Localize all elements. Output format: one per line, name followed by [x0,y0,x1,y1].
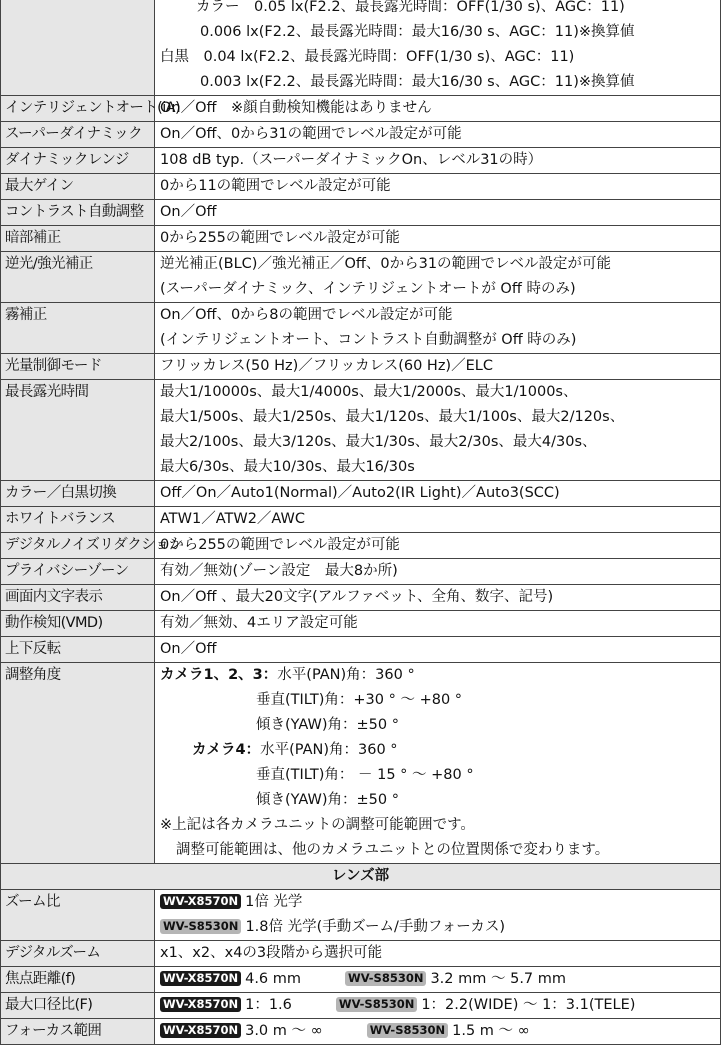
zoom-x-value: 1倍 光学 [245,894,303,910]
angle-line [160,738,720,763]
focus-x-value: 3.0 m ～ ∞ [245,1023,323,1039]
camera-123-label: カメラ1、2、3： [160,667,278,683]
row-label: ダイナミックレンジ [1,148,155,174]
row-value: On／Off 、最大20文字(アルファベット、全角、数字、記号) [155,585,721,611]
angle-yaw-2: 傾き(YAW)角：±50 ° [256,792,399,808]
row-value: 有効／無効(ゾーン設定 最大8か所) [155,559,721,585]
row-flip [1,637,721,663]
value-line: 逆光補正(BLC)／強光補正／Off、0から31の範囲でレベル設定が可能 [160,256,612,272]
zoom-s-value: 1.8倍 光学(手動ズーム/手動フォーカス) [245,919,506,935]
row-focus-range [1,1019,721,1045]
camera-4-label: カメラ4： [192,742,261,758]
row-white-balance [1,507,721,533]
angle-pan-2: 水平(PAN)角：360 ° [260,742,398,758]
row-super-dynamic [1,122,721,148]
row-label: カラー／白黒切換 [1,481,155,507]
row-label: 霧補正 [1,303,155,354]
model-badge-x8570n: WV-X8570N [160,997,241,1012]
zoom-s-line [160,915,720,940]
row-aperture [1,993,721,1019]
row-label: 調整角度 [1,663,155,864]
angle-note-1: ※上記は各カメラユニットの調整可能範囲です。 [160,817,475,833]
row-label: インテリジェントオート(iA) [1,96,155,122]
model-badge-s8530n: WV-S8530N [336,997,417,1012]
row-label: 最大ゲイン [1,174,155,200]
model-badge-s8530n: WV-S8530N [345,971,426,986]
row-value: x1、x2、x4の3段階から選択可能 [155,941,721,967]
focal-x-value: 4.6 mm [245,971,302,987]
row-label: ズーム比 [1,890,155,941]
row-value: Off／On／Auto1(Normal)／Auto2(IR Light)／Auto3(SCC) [155,481,721,507]
row-value: フリッカレス(50 Hz)／フリッカレス(60 Hz)／ELC [155,354,721,380]
row-value [155,0,721,96]
row-label: 最長露光時間 [1,380,155,481]
value-line: (インテリジェントオート、コントラスト自動調整が Off 時のみ) [160,332,577,348]
model-badge-s8530n: WV-S8530N [160,919,241,934]
row-light-control-mode [1,354,721,380]
row-label: 光量制御モード [1,354,155,380]
row-contrast-auto [1,200,721,226]
row-value: 0から11の範囲でレベル設定が可能 [155,174,721,200]
value-line: 最大1/500s、最大1/250s、最大1/120s、最大1/100s、最大2/120s、 [160,409,625,425]
illum-line-color: カラー 0.05 lx(F2.2、最長露光時間：OFF(1/30 s)、AGC：11) [196,0,625,15]
row-label: 動作検知(VMD) [1,611,155,637]
focus-s-value: 1.5 m ～ ∞ [452,1023,530,1039]
focal-s-value: 3.2 mm ～ 5.7 mm [430,971,567,987]
angle-note-2: 調整可能範囲は、他のカメラユニットとの位置関係で変わります。 [176,842,610,858]
row-color-bw [1,481,721,507]
row-value [155,380,721,481]
row-backlight [1,252,721,303]
row-intelligent-auto [1,96,721,122]
row-dnr [1,533,721,559]
aperture-s-value: 1：2.2(WIDE) ～ 1：3.1(TELE) [421,997,636,1013]
row-label: スーパーダイナミック [1,122,155,148]
row-focal-length [1,967,721,993]
row-label: 逆光/強光補正 [1,252,155,303]
row-value [155,1019,721,1045]
row-label: フォーカス範囲 [1,1019,155,1045]
row-vmd [1,611,721,637]
row-label [1,0,155,96]
row-value: 0から255の範囲でレベル設定が可能 [155,533,721,559]
illum-line-bw-conv: 0.003 lx(F2.2、最長露光時間：最大16/30 s、AGC：11)※換算値 [200,74,635,90]
row-value: On／Off [155,637,721,663]
value-line: 最大1/10000s、最大1/4000s、最大1/2000s、最大1/1000s、 [160,384,578,400]
angle-tilt-2: 垂直(TILT)角： － 15 ° ～ +80 ° [256,767,474,783]
row-osd [1,585,721,611]
row-value [155,967,721,993]
model-badge-x8570n: WV-X8570N [160,1023,241,1038]
row-dynamic-range [1,148,721,174]
row-label: 焦点距離(f) [1,967,155,993]
row-value: 有効／無効、4エリア設定可能 [155,611,721,637]
row-label: 上下反転 [1,637,155,663]
row-value: On／Off、0から31の範囲でレベル設定が可能 [155,122,721,148]
row-value [155,252,721,303]
row-fog [1,303,721,354]
row-privacy-zone [1,559,721,585]
row-label: デジタルズーム [1,941,155,967]
row-label: 画面内文字表示 [1,585,155,611]
angle-line [160,663,720,688]
row-zoom-ratio [1,890,721,941]
row-dark-compensation [1,226,721,252]
zoom-x-line [160,890,720,915]
value-line: 最大6/30s、最大10/30s、最大16/30s [160,459,415,475]
angle-yaw-1: 傾き(YAW)角：±50 ° [256,717,399,733]
value-line: On／Off、0から8の範囲でレベル設定が可能 [160,307,453,323]
row-value: On／Off ※顔自動検知機能はありません [155,96,721,122]
row-value: ATW1／ATW2／AWC [155,507,721,533]
aperture-x-value: 1：1.6 [245,997,292,1013]
model-badge-s8530n: WV-S8530N [367,1023,448,1038]
row-label: ホワイトバランス [1,507,155,533]
angle-tilt-1: 垂直(TILT)角：+30 ° ～ +80 ° [256,692,463,708]
angle-pan-1: 水平(PAN)角：360 ° [277,667,415,683]
illum-line-color-conv: 0.006 lx(F2.2、最長露光時間：最大16/30 s、AGC：11)※換算値 [200,24,635,40]
row-label: デジタルノイズリダクション [1,533,155,559]
value-line: (スーパーダイナミック、インテリジェントオートが Off 時のみ) [160,281,576,297]
row-max-gain [1,174,721,200]
row-value [155,303,721,354]
row-label: プライバシーゾーン [1,559,155,585]
row-digital-zoom [1,941,721,967]
row-min-illumination [1,0,721,96]
row-adjust-angle [1,663,721,864]
row-value: On／Off [155,200,721,226]
row-max-shutter [1,380,721,481]
value-line: 最大2/100s、最大3/120s、最大1/30s、最大2/30s、最大4/30s、 [160,434,597,450]
section-title: レンズ部 [1,864,721,890]
row-value: 108 dB typ.（スーパーダイナミックOn、レベル31の時） [155,148,721,174]
row-label: 暗部補正 [1,226,155,252]
row-value [155,890,721,941]
model-badge-x8570n: WV-X8570N [160,894,241,909]
row-label: 最大口径比(F) [1,993,155,1019]
row-value [155,663,721,864]
illum-line-bw: 白黒 0.04 lx(F2.2、最長露光時間：OFF(1/30 s)、AGC：11) [160,49,575,65]
row-value: 0から255の範囲でレベル設定が可能 [155,226,721,252]
section-lens-header [1,864,721,890]
row-value [155,993,721,1019]
model-badge-x8570n: WV-X8570N [160,971,241,986]
row-label: コントラスト自動調整 [1,200,155,226]
